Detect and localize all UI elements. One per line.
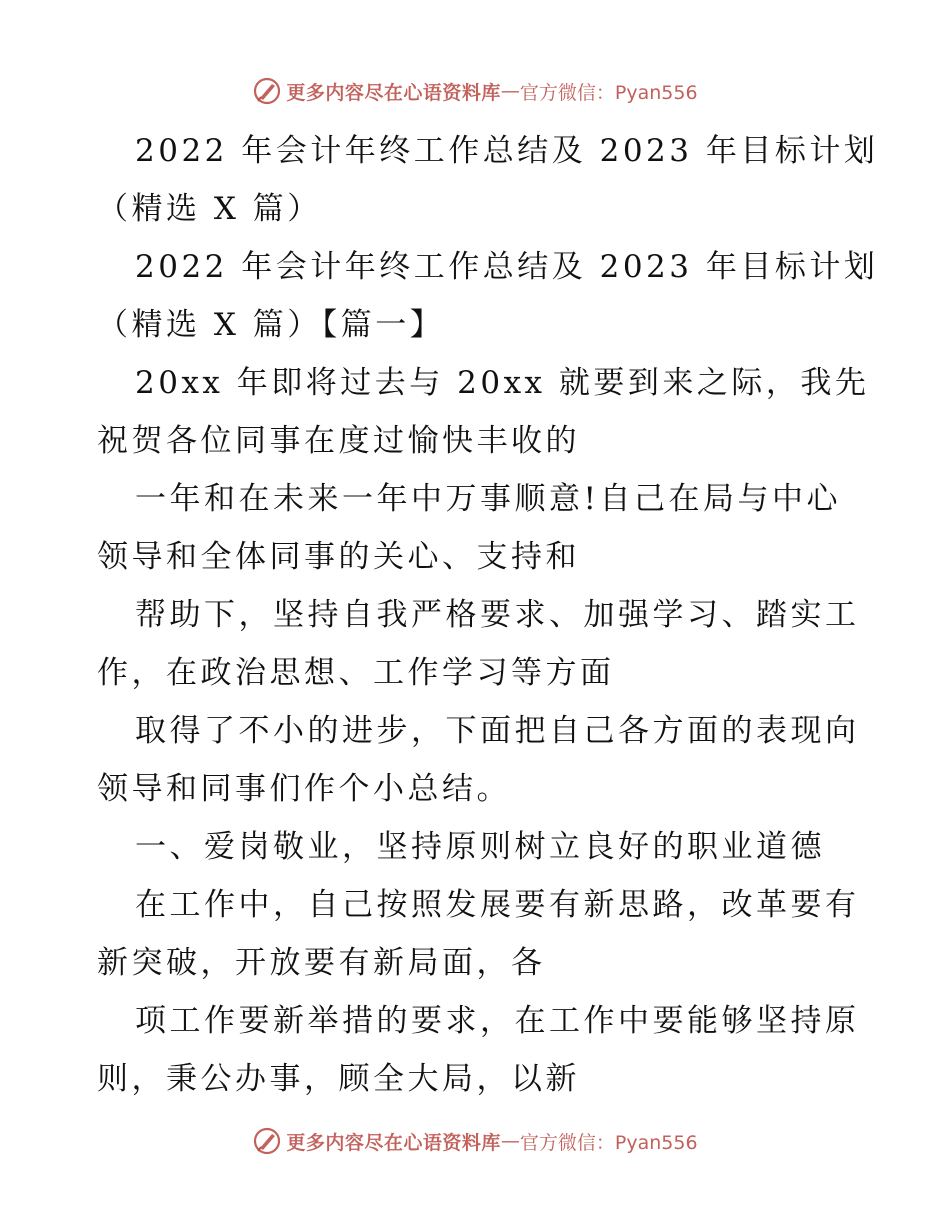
section-heading: 一、爱岗敬业，坚持原则树立良好的职业道德: [135, 829, 825, 865]
text-line: 在工作中，自己按照发展要有新思路，改革要有: [135, 887, 860, 923]
text-line: 2022 年会计年终工作总结及 2023 年目标计划: [135, 249, 879, 285]
text-line: 帮助下，坚持自我严格要求、加强学习、踏实工: [135, 597, 860, 633]
text-line: （精选 X 篇）: [97, 191, 322, 227]
footer-watermark: [0, 1124, 950, 1158]
text-line: 项工作要新举措的要求，在工作中要能够坚持原: [135, 1003, 860, 1039]
text-line: 2022 年会计年终工作总结及 2023 年目标计划: [135, 133, 879, 169]
text-line: 取得了不小的进步，下面把自己各方面的表现向: [135, 713, 860, 749]
text-line: （精选 X 篇）【篇一】: [97, 307, 445, 343]
watermark-dash: —: [500, 80, 520, 102]
text-line: 则，秉公办事，顾全大局，以新: [97, 1061, 580, 1097]
watermark-text: 更多内容尽在心语资料库: [286, 81, 501, 104]
watermark-dash: —: [500, 1130, 520, 1152]
text-line: 一年和在未来一年中万事顺意!自己在局与中心: [135, 481, 841, 517]
text-line: 新突破，开放要有新局面，各: [97, 945, 546, 981]
document-body: [97, 122, 879, 1108]
watermark-text: 更多内容尽在心语资料库: [286, 1131, 501, 1154]
text-line: 领导和同事们作个小总结。: [97, 771, 511, 807]
header-watermark: [0, 74, 950, 108]
text-line: 祝贺各位同事在度过愉快丰收的: [97, 423, 580, 459]
text-line: 20xx 年即将过去与 20xx 就要到来之际，我先: [135, 365, 870, 401]
text-line: 作，在政治思想、工作学习等方面: [97, 655, 615, 691]
watermark-contact: 官方微信：Pyan556: [519, 81, 698, 104]
quill-pen-seal-icon: [252, 1126, 282, 1156]
text-line: 领导和全体同事的关心、支持和: [97, 539, 580, 575]
quill-pen-seal-icon: [252, 76, 282, 106]
watermark-contact: 官方微信：Pyan556: [519, 1131, 698, 1154]
